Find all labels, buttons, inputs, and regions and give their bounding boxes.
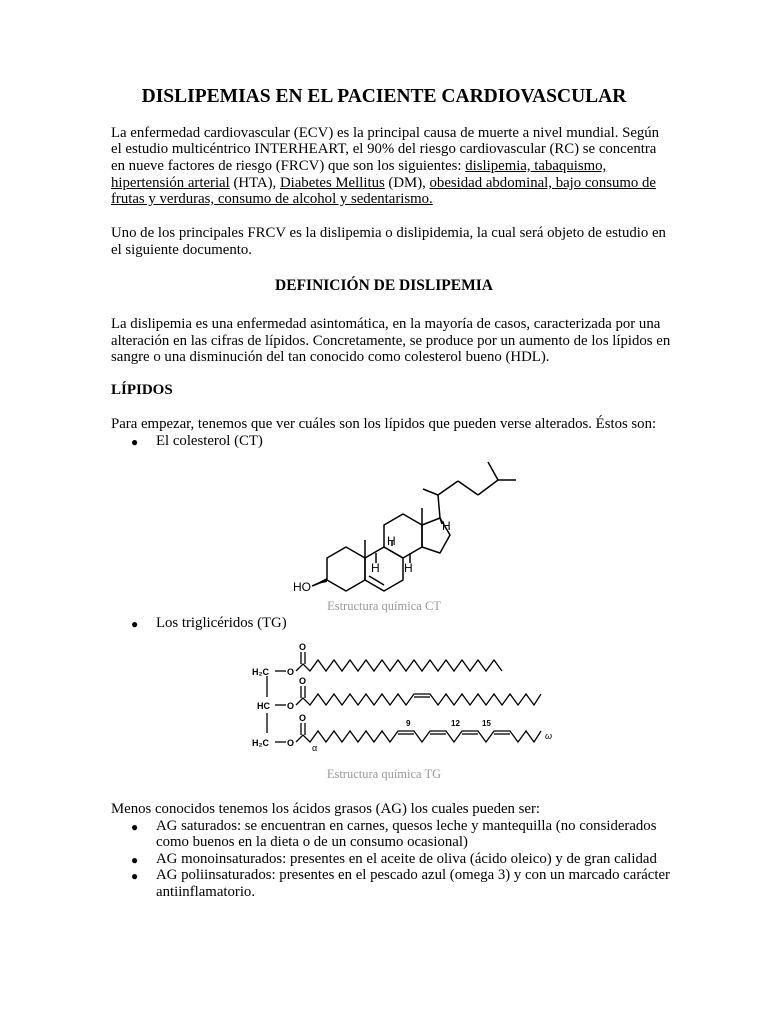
triglyceride-structure <box>245 636 565 756</box>
cholesterol-structure <box>285 455 525 597</box>
tg-label-o4: O <box>287 701 295 711</box>
risk-factor-hta: hipertensión arterial <box>111 175 230 191</box>
tg-label-9: 9 <box>406 719 411 728</box>
tg-label-hc: HC <box>257 701 270 711</box>
risk-factor-dm: Diabetes Mellitus <box>279 175 385 191</box>
def-line-2: alteración en las cifras de lípidos. Concretamente, se produce por un aumento de los lípidos en <box>111 333 671 349</box>
caption-triglycerides: Estructura química TG <box>326 767 442 781</box>
intro-line-4-text-1: (HTA), <box>229 175 280 191</box>
bullet-dot: ● <box>131 435 139 449</box>
ct-label-h2: H <box>371 561 380 575</box>
tg-label-o6: O <box>287 738 295 748</box>
tg-label-o3: O <box>299 676 307 686</box>
para2-line-2: el siguiente documento. <box>111 242 252 258</box>
ct-label-ho: HO <box>293 580 311 594</box>
tg-label-omega: ω <box>545 731 553 741</box>
def-line-1: La dislipemia es una enfermedad asintomática, en la mayoría de casos, caracterizada por una <box>111 316 661 332</box>
section-heading-definition: DEFINICIÓN DE DISLIPEMIA <box>275 277 493 294</box>
bullet-triglycerides: Los triglicéridos (TG) <box>156 615 287 631</box>
tg-label-15: 15 <box>482 719 491 728</box>
fatty-acids-intro: Menos conocidos tenemos los ácidos grasos (AG) los cuales pueden ser: <box>111 801 541 817</box>
bullet-dot: ● <box>131 869 139 883</box>
tg-label-h2c-1: H₂C <box>252 667 269 677</box>
tg-label-o2: O <box>287 667 295 677</box>
lipids-intro: Para empezar, tenemos que ver cuáles son los lípidos que pueden verse alterados. Éstos son: <box>111 416 657 432</box>
ct-label-h4: H <box>442 519 451 533</box>
intro-line-4-text-2: (DM), <box>384 175 430 191</box>
ag-saturated-line-2: como buenos en la dieta o de un consumo ocasional) <box>156 834 468 850</box>
tg-label-h2c-2: H₂C <box>252 738 269 748</box>
intro-line-5 <box>111 191 701 207</box>
ag-polyunsaturated-line-2: antiinflamatorio. <box>156 884 256 900</box>
ag-monounsaturated: AG monoinsaturados: presentes en el aceite de oliva (ácido oleico) y de gran calidad <box>156 851 657 867</box>
tg-label-o1: O <box>299 642 307 652</box>
tg-label-12: 12 <box>451 719 460 728</box>
section-heading-lipids: LÍPIDOS <box>111 382 173 398</box>
bullet-dot: ● <box>131 853 139 867</box>
caption-cholesterol: Estructura química CT <box>327 599 441 613</box>
tg-label-alpha: α <box>312 743 318 753</box>
intro-line-2: el estudio multicéntrico INTERHEART, el 90% del riesgo cardiovascular (RC) se concentra <box>111 141 657 157</box>
para2-line-1: Uno de los principales FRCV es la dislipemia o dislipidemia, la cual será objeto de estudio en <box>111 225 666 241</box>
intro-line-3 <box>111 158 701 174</box>
bullet-dot: ● <box>131 617 139 631</box>
risk-factor-lifestyle: frutas y verduras, consumo de alcohol y sedentarismo. <box>111 191 433 207</box>
document-title: DISLIPEMIAS EN EL PACIENTE CARDIOVASCULAR <box>141 86 627 107</box>
intro-line-4 <box>111 175 701 191</box>
risk-factor-link: dislipemia, tabaquismo, <box>465 158 607 174</box>
risk-factor-obesity: obesidad abdominal, bajo consumo de <box>429 175 656 191</box>
ag-polyunsaturated-line-1: AG poliinsaturados: presentes en el pescado azul (omega 3) y con un marcado carácter <box>156 867 670 883</box>
ct-label-h1: H <box>387 534 396 548</box>
bullet-dot: ● <box>131 820 139 834</box>
ct-label-h3: H <box>404 561 413 575</box>
def-line-3: sangre o una disminución del tan conocido como colesterol bueno (HDL). <box>111 349 550 365</box>
ag-saturated-line-1: AG saturados: se encuentran en carnes, quesos leche y mantequilla (no considerados <box>156 818 657 834</box>
intro-line-3-text: en nueve factores de riesgo (FRCV) que son los siguientes: <box>111 158 466 174</box>
tg-label-o5: O <box>299 713 307 723</box>
bullet-cholesterol: El colesterol (CT) <box>156 433 263 449</box>
intro-line-1: La enfermedad cardiovascular (ECV) es la principal causa de muerte a nivel mundial. Según <box>111 125 660 141</box>
